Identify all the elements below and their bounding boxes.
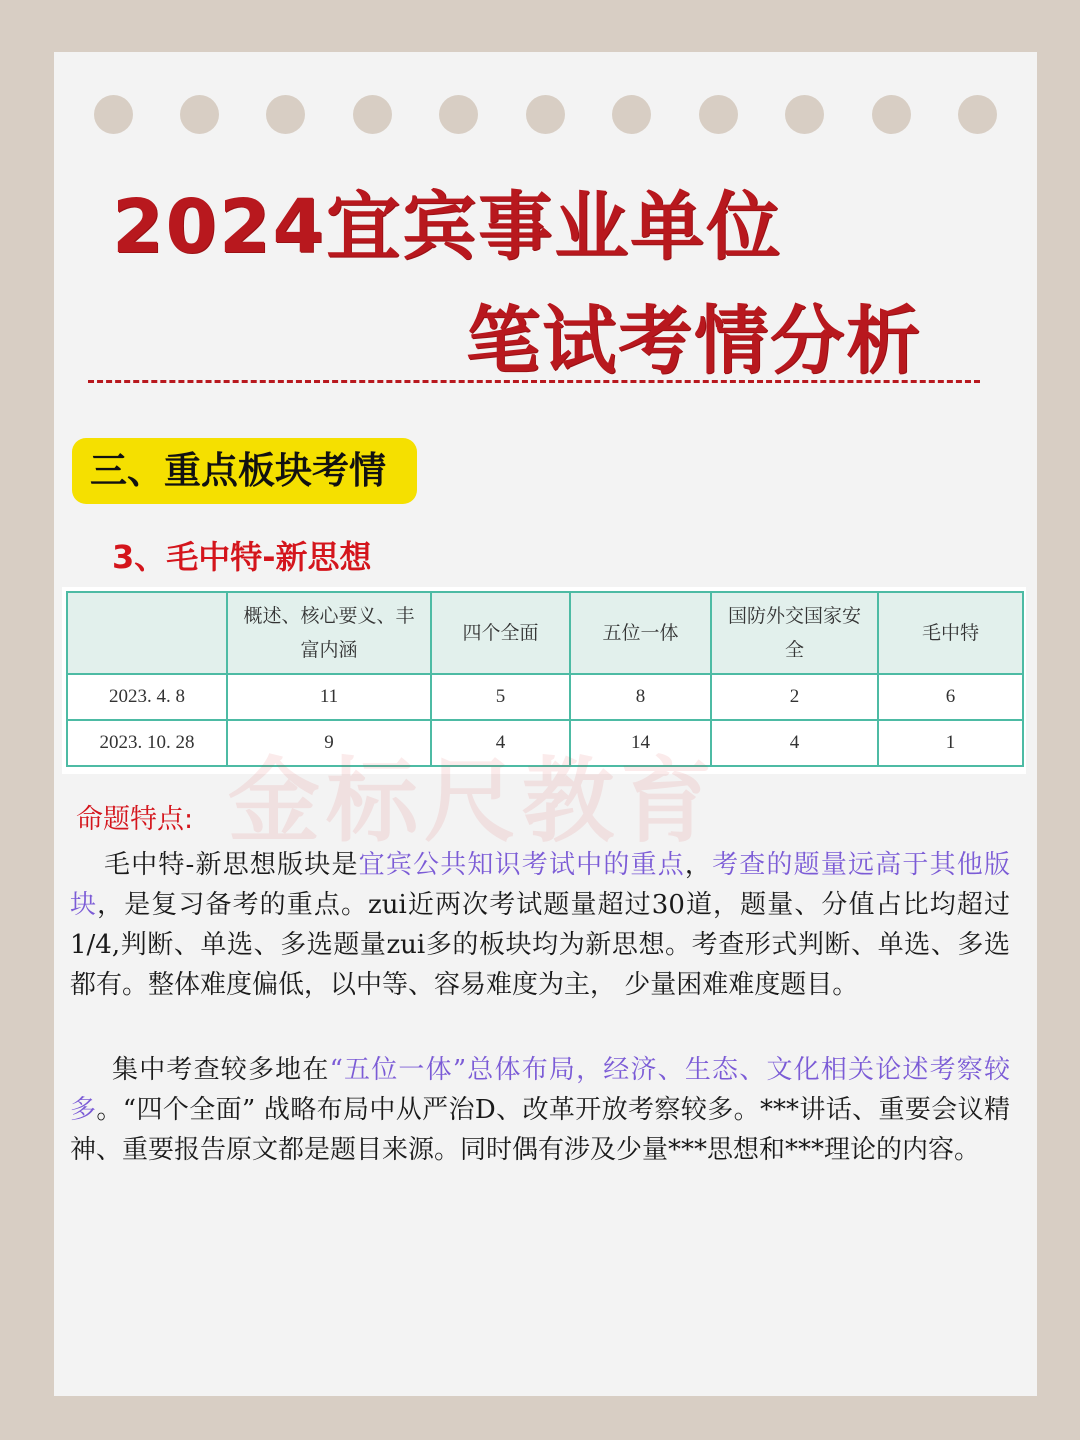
paragraph-text: 集中考查较多地在	[112, 1055, 330, 1085]
table-header-cell: 五位一体	[570, 592, 711, 674]
table-cell: 4	[711, 720, 878, 766]
page-title-line-1: 2024宜宾事业单位	[112, 184, 782, 270]
header-text: 概述、核心要义、丰富内涵	[243, 605, 415, 661]
paragraph-text: 毛中特-新思想版块是	[104, 850, 359, 880]
binder-hole	[94, 95, 133, 134]
table-header-cell: 毛中特	[878, 592, 1023, 674]
table-cell: 8	[570, 674, 711, 720]
table-cell: 6	[878, 674, 1023, 720]
paragraph-text: 。“四个全面” 战略布局中从严治D、改革开放考察较多。***讲话、重要会议精神、重要报告原文都是题目来源。同时偶有涉及少量***思想和***理论的内容。	[70, 1095, 1010, 1165]
binder-holes	[94, 95, 998, 135]
highlight-text: “五位一体”总体布局，经济、生态、文化相关论述考察较多	[70, 1055, 1010, 1125]
subsection-heading: 3、毛中特-新思想	[112, 538, 372, 576]
table-cell: 4	[431, 720, 570, 766]
binder-hole	[353, 95, 392, 134]
table-header-cell	[711, 592, 878, 674]
binder-hole	[180, 95, 219, 134]
title-divider	[88, 380, 980, 383]
table-cell: 9	[227, 720, 431, 766]
paragraph-text: ，是复习备考的重点。zui近两次考试题量超过30道，题量、分值占比均超过1/4,判断、单选、多选题量zui多的板块均为新思想。考查形式判断、单选、多选都有。整体难度偏低，以中等、容易难度为主， 少量困难难度题目。	[70, 890, 1010, 1000]
table-header-cell: 四个全面	[431, 592, 570, 674]
binder-hole	[526, 95, 565, 134]
table-row	[67, 720, 1023, 766]
table-cell-date: 2023. 4. 8	[67, 674, 227, 720]
binder-hole	[785, 95, 824, 134]
page-title-line-2: 笔试考情分析	[466, 298, 922, 384]
binder-hole	[439, 95, 478, 134]
table-cell: 2	[711, 674, 878, 720]
exam-table-container	[62, 587, 1026, 774]
table-cell: 5	[431, 674, 570, 720]
table-header-row	[67, 592, 1023, 674]
paragraph-text: ，	[684, 850, 713, 880]
header-text: 国防外交国家安全	[727, 605, 861, 661]
highlight-text: 考查的题量远高于其他版块	[70, 850, 1010, 920]
table-cell: 11	[227, 674, 431, 720]
table-row	[67, 674, 1023, 720]
table-header-cell	[227, 592, 431, 674]
section-badge: 三、重点板块考情	[72, 438, 417, 504]
binder-hole	[266, 95, 305, 134]
binder-hole	[958, 95, 997, 134]
analysis-paragraph-2	[70, 1050, 1010, 1170]
exam-question-table	[66, 591, 1024, 767]
binder-hole	[872, 95, 911, 134]
table-header-cell	[67, 592, 227, 674]
binder-hole	[612, 95, 651, 134]
table-cell-date: 2023. 10. 28	[67, 720, 227, 766]
highlight-text: 宜宾公共知识考试中的重点	[358, 850, 685, 880]
analysis-paragraph-1	[70, 845, 1010, 1005]
table-cell: 1	[878, 720, 1023, 766]
features-label: 命题特点:	[76, 804, 194, 835]
binder-hole	[699, 95, 738, 134]
table-cell: 14	[570, 720, 711, 766]
